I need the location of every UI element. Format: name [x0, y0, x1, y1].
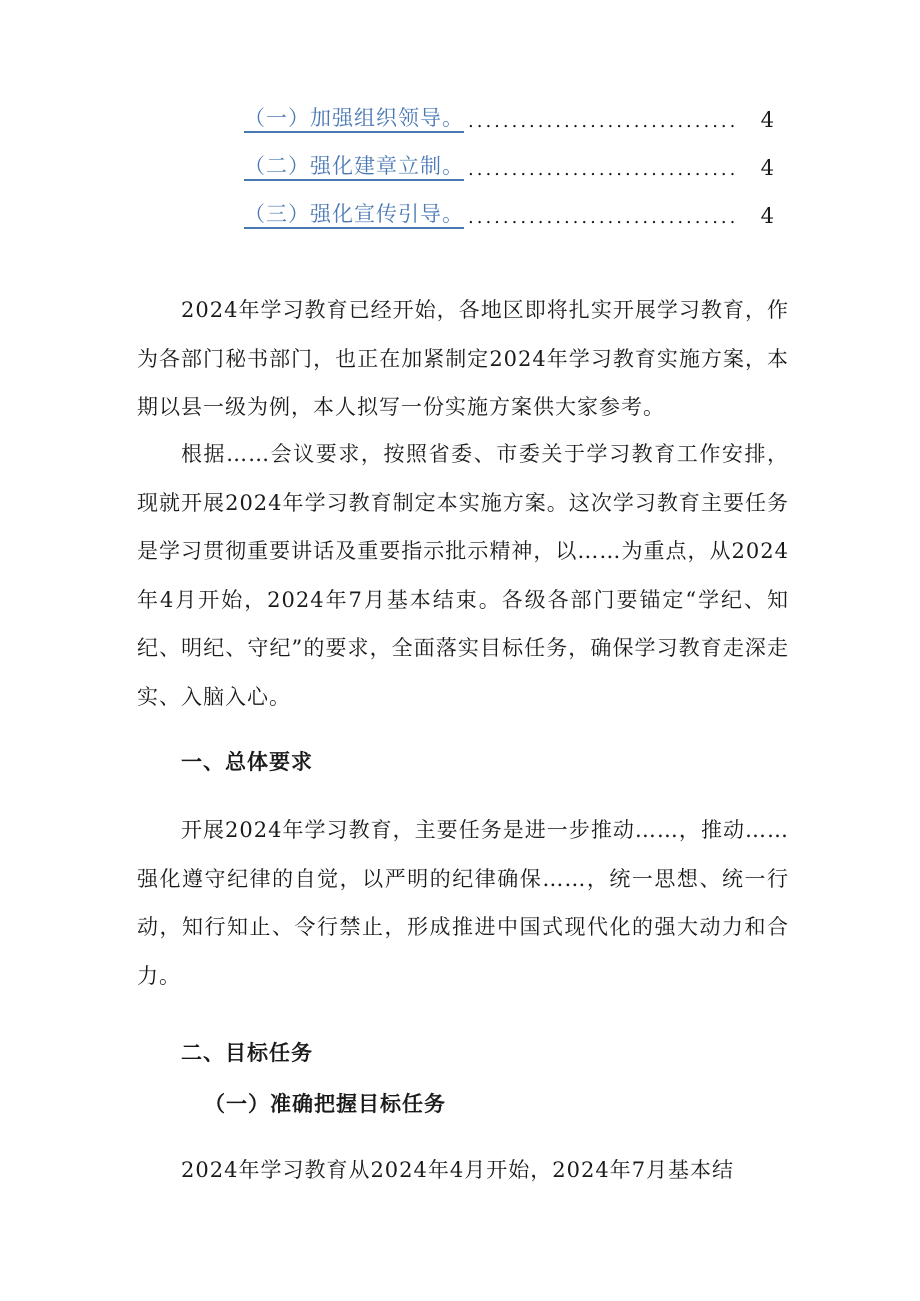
- toc-entry[interactable]: [244, 148, 774, 180]
- toc-page-number: 4: [760, 204, 774, 228]
- section-paragraph: 开展2024年学习教育，主要任务是进一步推动……，推动……强化遵守纪律的自觉，以严明的纪律确保……，统一思想、统一行动，知行知止、令行禁止，形成推进中国式现代化的强大动力和合力。: [137, 818, 789, 988]
- toc-page-number: 4: [760, 156, 774, 180]
- basis-paragraph: 根据……会议要求，按照省委、市委关于学习教育工作安排，现就开展2024年学习教育制定本实施方案。这次学习教育主要任务是学习贯彻重要讲话及重要指示批示精神，以……为重点，从2024年4月开始，2024年7月基本结束。各级各部门要锚定“学纪、知纪、明纪、守纪”的要求，全面落实目标任务，确保学习教育走深走实、入脑入心。: [137, 442, 789, 709]
- toc-leader: ...............................: [468, 159, 739, 180]
- section-heading: 二、目标任务: [181, 1040, 313, 1065]
- intro-paragraph: 2024年学习教育已经开始，各地区即将扎实开展学习教育，作为各部门秘书部门，也正在加紧制定2024年学习教育实施方案，本期以县一级为例，本人拟写一份实施方案供大家参考。: [137, 298, 789, 419]
- toc-link[interactable]: （一）加强组织领导。: [244, 106, 464, 130]
- subsection-heading: （一）准确把握目标任务: [204, 1091, 446, 1116]
- toc-leader: ...............................: [468, 111, 739, 132]
- toc-leader: ...............................: [468, 207, 739, 228]
- section-paragraph: 2024年学习教育从2024年4月开始，2024年7月基本结: [181, 1158, 735, 1182]
- toc-page-number: 4: [760, 108, 774, 132]
- section-heading: 一、总体要求: [181, 749, 313, 774]
- toc-entry[interactable]: [244, 100, 774, 132]
- toc-link[interactable]: （二）强化建章立制。: [244, 154, 464, 178]
- toc-link[interactable]: （三）强化宣传引导。: [244, 202, 464, 226]
- toc-entry[interactable]: [244, 196, 774, 228]
